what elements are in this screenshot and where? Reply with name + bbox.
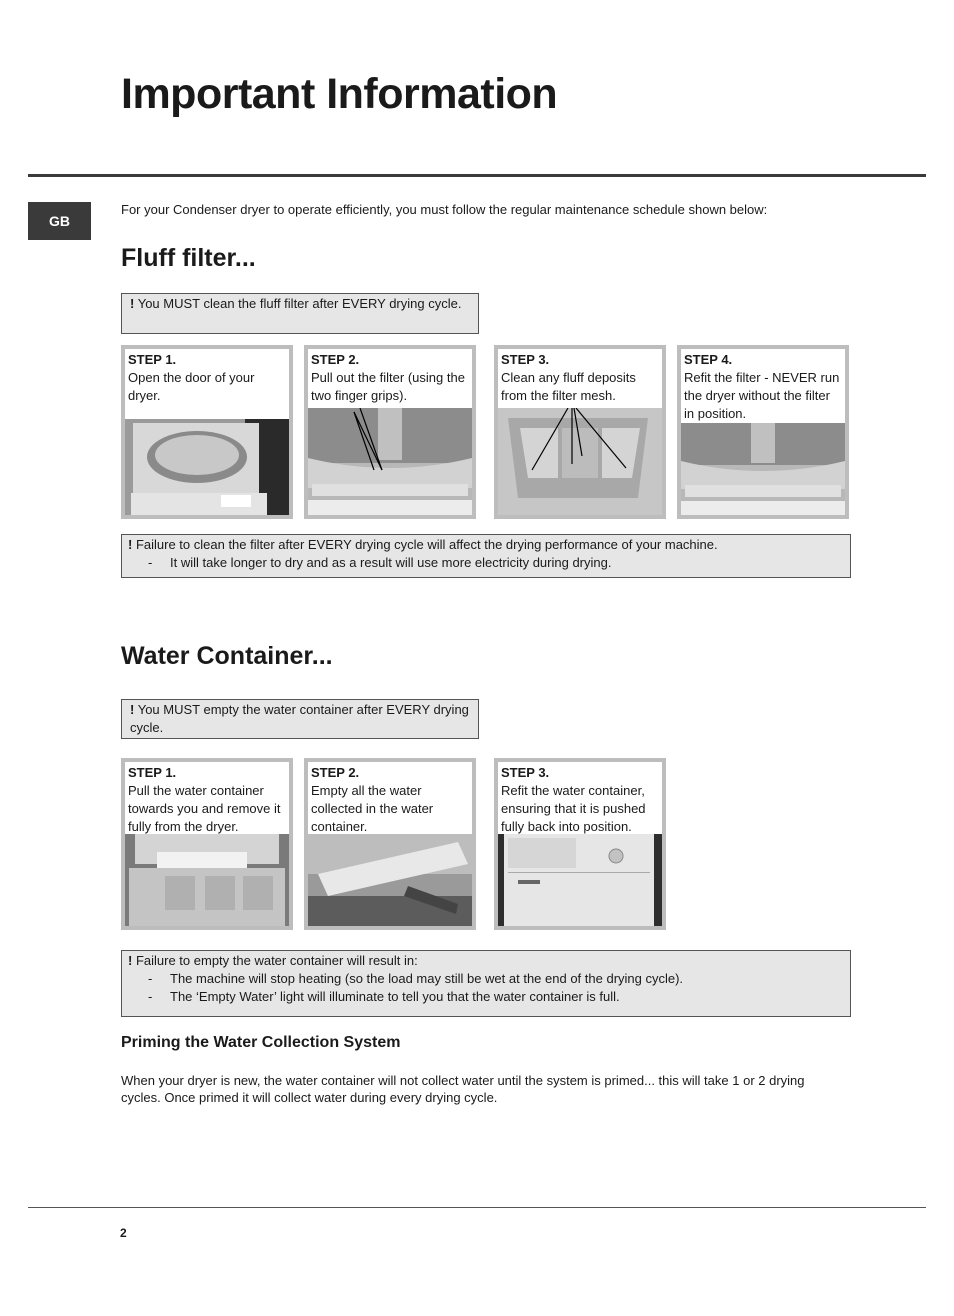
- priming-title: Priming the Water Collection System: [121, 1034, 401, 1051]
- warning-mark: !: [128, 537, 133, 552]
- filter-refit-photo: [681, 423, 845, 515]
- water-warning-text: Failure to empty the water container will result in:: [132, 953, 418, 968]
- dryer-front-photo: [498, 834, 662, 926]
- warning-mark: !: [130, 702, 135, 717]
- water-warning: [121, 950, 851, 1017]
- language-tab: GB: [28, 202, 91, 240]
- step-label: STEP 2.: [311, 765, 360, 780]
- list-dash: -: [148, 989, 153, 1004]
- warning-mark: !: [130, 296, 135, 311]
- fluff-warning: [121, 534, 851, 578]
- step-text: Pull the water container towards you and remove it fully from the dryer.: [128, 783, 281, 834]
- step-text: Clean any fluff deposits from the filter mesh.: [501, 370, 636, 403]
- fluff-section-title: Fluff filter...: [121, 244, 256, 272]
- step-text: Empty all the water collected in the water container.: [311, 783, 434, 834]
- step-text: Refit the water container, ensuring that it is pushed fully back into position.: [501, 783, 646, 834]
- filter-pull-out-photo: [308, 408, 472, 515]
- dryer-door-open-photo: [125, 419, 289, 515]
- bottom-divider: [28, 1207, 926, 1208]
- step-label: STEP 2.: [311, 352, 360, 367]
- water-step-2: [304, 758, 476, 930]
- step-label: STEP 3.: [501, 352, 550, 367]
- warning-mark: !: [128, 953, 133, 968]
- intro-text: For your Condenser dryer to operate efficiently, you must follow the regular maintenance schedule shown below:: [121, 202, 768, 217]
- fluff-note-text: You MUST clean the fluff filter after EVERY drying cycle.: [134, 296, 462, 311]
- step-label: STEP 3.: [501, 765, 550, 780]
- page-number: 2: [120, 1226, 127, 1240]
- filter-mesh-photo: [498, 408, 662, 515]
- water-section-title: Water Container...: [121, 642, 333, 670]
- page-title: Important Information: [121, 70, 558, 118]
- water-step-1: [121, 758, 293, 930]
- list-item: The machine will stop heating (so the load may still be wet at the end of the drying cycle).: [170, 971, 684, 986]
- fluff-step-4: [677, 345, 849, 519]
- fluff-note: [121, 293, 479, 334]
- fluff-step-3: [494, 345, 666, 519]
- step-label: STEP 4.: [684, 352, 733, 367]
- step-text: Pull out the filter (using the two finger grips).: [311, 370, 465, 403]
- water-note-text: You MUST empty the water container after EVERY drying cycle.: [130, 702, 469, 735]
- water-note: [121, 699, 479, 739]
- step-text: Refit the filter - NEVER run the dryer without the filter in position.: [684, 370, 840, 421]
- water-container-pull-photo: [125, 834, 289, 926]
- list-item: The ‘Empty Water’ light will illuminate to tell you that the water container is full.: [170, 989, 620, 1004]
- fluff-step-1: [121, 345, 293, 519]
- fluff-step-2: [304, 345, 476, 519]
- water-container-empty-photo: [308, 834, 472, 926]
- list-dash: -: [148, 555, 153, 570]
- step-text: Open the door of your dryer.: [128, 370, 255, 403]
- step-label: STEP 1.: [128, 765, 177, 780]
- water-step-3: [494, 758, 666, 930]
- priming-text: When your dryer is new, the water container will not collect water until the system is primed... this will take 1 or 2 drying cycles. Once primed it will collect water during every drying cycle.: [121, 1073, 805, 1105]
- list-item: It will take longer to dry and as a result will use more electricity during drying.: [170, 555, 612, 570]
- fluff-warning-text: Failure to clean the filter after EVERY drying cycle will affect the drying performance of your machine.: [132, 537, 718, 552]
- list-dash: -: [148, 971, 153, 986]
- top-divider: [28, 174, 926, 177]
- step-label: STEP 1.: [128, 352, 177, 367]
